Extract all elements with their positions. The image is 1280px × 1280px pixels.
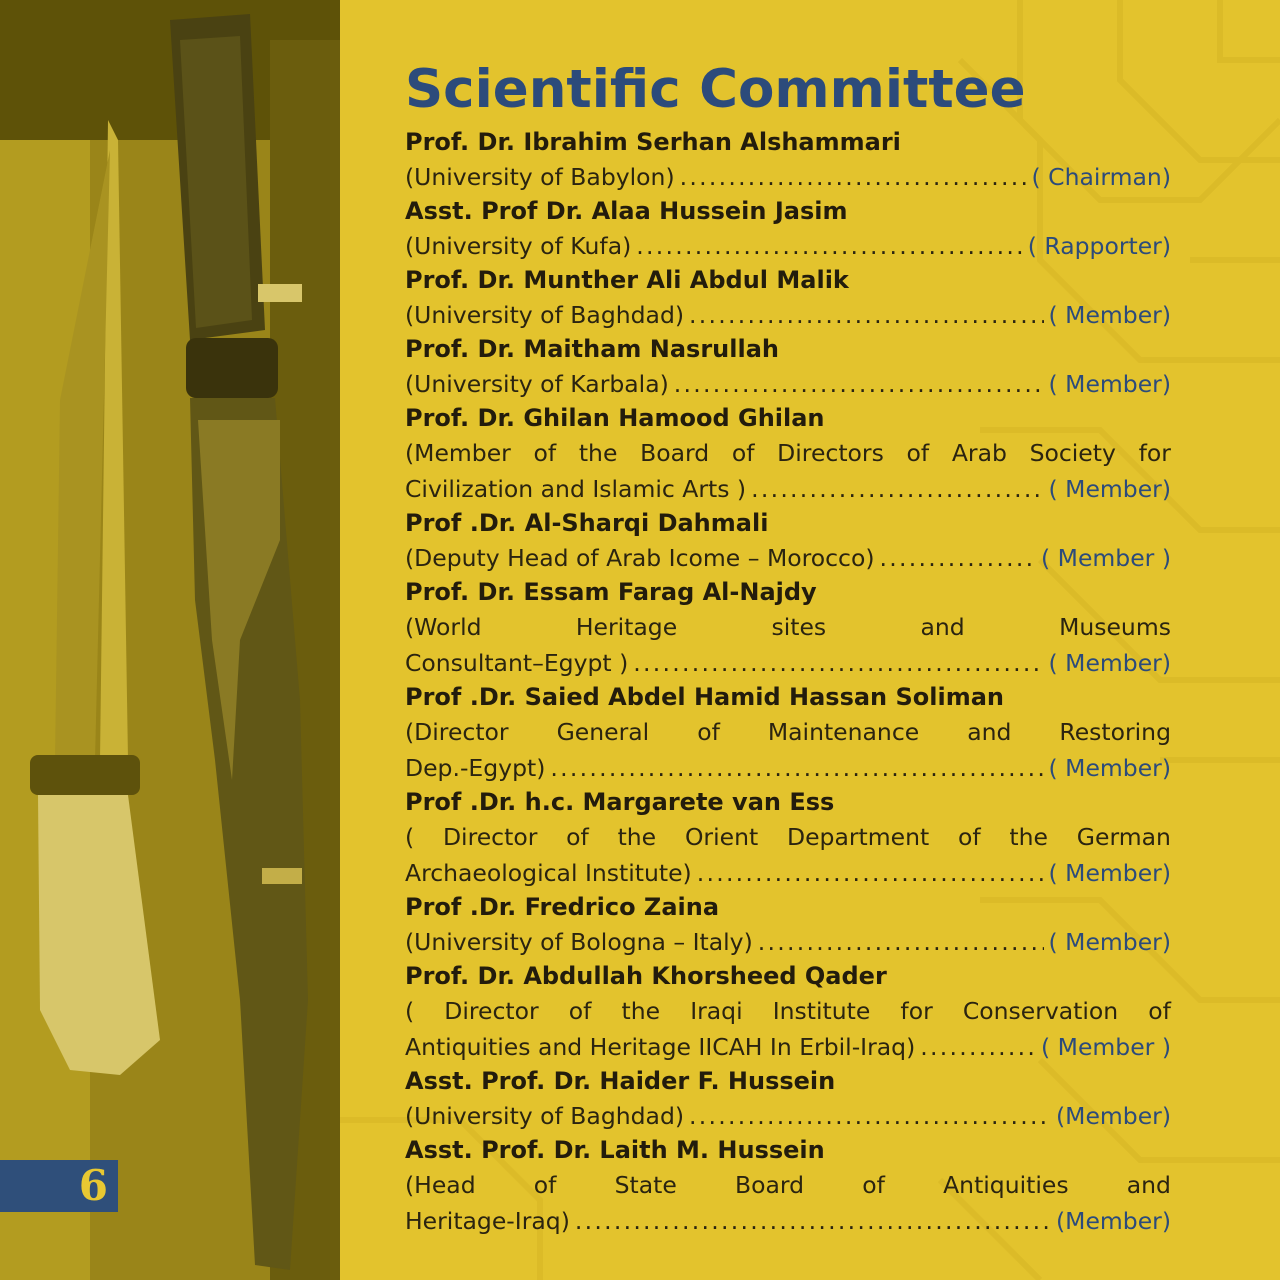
dagger-photo [0,0,340,1280]
affiliation-word: of [731,439,755,467]
member-role: ( Member) [1048,859,1171,887]
affiliation-word: ( [405,997,415,1025]
affiliation-word: Society [1029,439,1116,467]
member-entry [405,786,1171,891]
affiliation-word: and [1126,1171,1171,1199]
affiliation-text: (University of Bologna – Italy) [405,928,753,956]
affiliation-text: Antiquities and Heritage IICAH In Erbil-Iraq) [405,1033,916,1061]
member-affiliation [405,540,1171,576]
page-number-box [0,1160,118,1212]
affiliation-text: (Deputy Head of Arab Icome – Morocco) [405,544,875,572]
dagger-illustration [0,0,340,1280]
affiliation-word: the [1009,823,1048,851]
affiliation-word: of [566,823,589,851]
affiliation-word: Iraqi [690,997,743,1025]
affiliation-word: of [1148,997,1171,1025]
member-role: ( Member) [1048,754,1171,782]
affiliation-word: the [621,997,661,1025]
member-name: Prof. Dr. Maitham Nasrullah [405,335,779,363]
leader-dots [880,540,1037,576]
member-role: (Member) [1056,1207,1171,1235]
page-title: Scientific Committee [405,59,1026,120]
member-name: Asst. Prof Dr. Alaa Hussein Jasim [405,197,848,225]
member-affiliation [405,159,1171,195]
leader-dots [550,750,1043,786]
leader-dots [689,1098,1051,1134]
affiliation-text: Archaeological Institute) [405,859,692,887]
member-name: Prof .Dr. h.c. Margarete van Ess [405,788,835,816]
member-name: Prof. Dr. Munther Ali Abdul Malik [405,266,849,294]
affiliation-text: (University of Baghdad) [405,1102,685,1130]
affiliation-word: (Director [405,718,509,746]
member-entry [405,681,1171,786]
affiliation-word: of [697,718,720,746]
affiliation-word: Restoring [1059,718,1171,746]
member-entry [405,1134,1171,1239]
affiliation-word: Director [442,823,538,851]
member-role: (Member) [1056,1102,1171,1130]
affiliation-word: sites [771,613,827,641]
leader-dots [633,645,1043,681]
member-affiliation [405,855,1171,891]
affiliation-word: General [556,718,650,746]
member-affiliation [405,228,1171,264]
affiliation-word: Maintenance [767,718,920,746]
member-entry [405,576,1171,681]
affiliation-line1 [405,714,1171,750]
affiliation-word: (Head [405,1171,476,1199]
leader-dots [689,297,1043,333]
member-affiliation [405,1029,1171,1065]
affiliation-word: of [533,1171,557,1199]
member-name: Prof. Dr. Abdullah Khorsheed Qader [405,962,887,990]
member-role: ( Rapporter) [1027,232,1171,260]
leader-dots [697,855,1044,891]
leader-dots [920,1029,1036,1065]
affiliation-word: of [906,439,930,467]
member-entry [405,126,1171,195]
affiliation-line1 [405,609,1171,645]
member-affiliation [405,924,1171,960]
affiliation-word: German [1076,823,1171,851]
affiliation-text: (University of Karbala) [405,370,669,398]
leader-dots [680,159,1027,195]
member-role: ( Member) [1048,928,1171,956]
affiliation-word: State [614,1171,677,1199]
affiliation-text: (University of Baghdad) [405,301,685,329]
affiliation-word: (Member [405,439,511,467]
affiliation-word: Department [786,823,930,851]
member-name: Prof. Dr. Ibrahim Serhan Alshammari [405,128,901,156]
member-entry [405,960,1171,1065]
affiliation-text: Dep.-Egypt) [405,754,546,782]
affiliation-word: (World [405,613,482,641]
affiliation-text: Civilization and Islamic Arts ) [405,475,747,503]
member-name: Prof. Dr. Essam Farag Al-Najdy [405,578,817,606]
member-entry [405,264,1171,333]
member-name: Asst. Prof. Dr. Haider F. Hussein [405,1067,836,1095]
member-role: ( Member ) [1041,544,1171,572]
affiliation-word: Arab [951,439,1007,467]
affiliation-line1 [405,993,1171,1029]
member-entry [405,1065,1171,1134]
affiliation-word: Directors [777,439,884,467]
member-affiliation [405,645,1171,681]
affiliation-word: for [900,997,933,1025]
affiliation-word: of [957,823,981,851]
affiliation-word: and [967,718,1012,746]
leader-dots [674,366,1044,402]
affiliation-word: Director [444,997,539,1025]
member-name: Prof .Dr. Fredrico Zaina [405,893,720,921]
page-number: 6 [78,1161,108,1210]
affiliation-line1 [405,819,1171,855]
affiliation-word: Board [640,439,710,467]
member-role: ( Member) [1048,370,1171,398]
leader-dots [758,924,1044,960]
member-entry [405,333,1171,402]
member-affiliation [405,1098,1171,1134]
member-affiliation [405,297,1171,333]
affiliation-word: the [578,439,618,467]
member-entry [405,195,1171,264]
member-name: Prof. Dr. Ghilan Hamood Ghilan [405,404,825,432]
committee-list [405,58,1171,1239]
member-role: ( Member ) [1041,1033,1171,1061]
member-affiliation [405,1203,1171,1239]
affiliation-word: Heritage [575,613,678,641]
member-affiliation [405,471,1171,507]
member-name: Asst. Prof. Dr. Laith M. Hussein [405,1136,825,1164]
member-entry [405,402,1171,507]
leader-dots [751,471,1043,507]
affiliation-word: and [920,613,965,641]
affiliation-word: of [568,997,592,1025]
member-name: Prof .Dr. Saied Abdel Hamid Hassan Soliman [405,683,1005,711]
affiliation-word: Conservation [962,997,1119,1025]
member-entry [405,891,1171,960]
leader-dots [636,228,1022,264]
affiliation-word: of [862,1171,885,1199]
affiliation-line1 [405,435,1171,471]
member-role: ( Member) [1048,649,1171,677]
member-affiliation [405,366,1171,402]
affiliation-text: Heritage-Iraq) [405,1207,570,1235]
member-role: ( Chairman) [1031,163,1171,191]
affiliation-text: Consultant–Egypt ) [405,649,629,677]
affiliation-word: Museums [1059,613,1171,641]
member-name: Prof .Dr. Al-Sharqi Dahmali [405,509,769,537]
affiliation-line1 [405,1167,1171,1203]
affiliation-word: for [1138,439,1171,467]
affiliation-word: of [533,439,557,467]
affiliation-text: (University of Babylon) [405,163,675,191]
affiliation-word: Board [735,1171,805,1199]
leader-dots [575,1203,1051,1239]
affiliation-word: ( [405,823,415,851]
member-entry [405,507,1171,576]
member-role: ( Member) [1048,475,1171,503]
member-role: ( Member) [1048,301,1171,329]
affiliation-word: Antiquities [943,1171,1069,1199]
member-affiliation [405,750,1171,786]
affiliation-word: Institute [772,997,871,1025]
affiliation-word: Orient [684,823,759,851]
affiliation-text: (University of Kufa) [405,232,632,260]
affiliation-word: the [617,823,657,851]
